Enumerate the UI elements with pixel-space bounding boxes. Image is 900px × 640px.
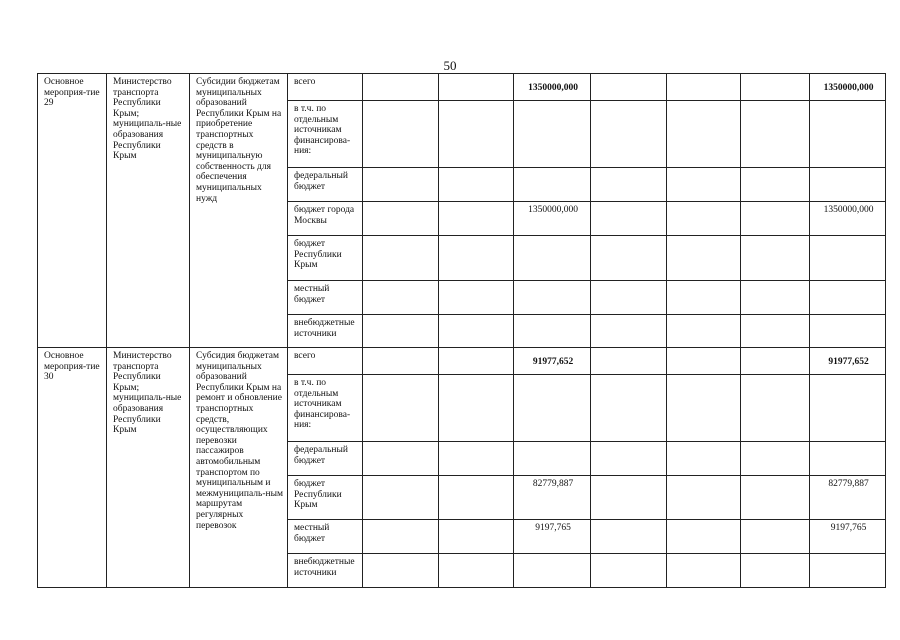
empty-cell (363, 101, 439, 168)
total-cell (810, 236, 886, 281)
empty-cell (741, 554, 810, 588)
empty-cell (591, 168, 667, 202)
total-cell (810, 442, 886, 476)
table-row (38, 74, 886, 101)
empty-cell (439, 74, 514, 101)
funding-source-cell: местный бюджет (288, 281, 363, 315)
amount-cell (514, 442, 591, 476)
empty-cell (439, 442, 514, 476)
empty-cell (363, 315, 439, 348)
empty-cell (667, 476, 741, 520)
empty-cell (439, 554, 514, 588)
amount-cell (514, 236, 591, 281)
empty-cell (363, 476, 439, 520)
event-cell: Основное мероприя-тие 29 (38, 74, 107, 348)
funding-source-cell: внебюджетные источники (288, 554, 363, 588)
empty-cell (741, 74, 810, 101)
total-cell: 82779,887 (810, 476, 886, 520)
amount-cell (514, 101, 591, 168)
empty-cell (591, 520, 667, 554)
empty-cell (591, 315, 667, 348)
amount-cell: 91977,652 (514, 348, 591, 375)
empty-cell (591, 348, 667, 375)
funding-table (37, 73, 886, 588)
empty-cell (439, 202, 514, 236)
empty-cell (363, 168, 439, 202)
empty-cell (667, 202, 741, 236)
empty-cell (741, 236, 810, 281)
empty-cell (439, 101, 514, 168)
amount-cell: 1350000,000 (514, 74, 591, 101)
empty-cell (591, 375, 667, 442)
description-cell: Субсидия бюджетам муниципальных образований Республики Крым на ремонт и обновление транспортных средств, осуществляющих перевозки пассажиров автомобильным транспортом по муниципальным и межмуниципаль-ным маршрутам регулярных перевозок (190, 348, 288, 588)
funding-source-cell: внебюджетные источники (288, 315, 363, 348)
total-cell (810, 375, 886, 442)
funding-source-cell: федеральный бюджет (288, 442, 363, 476)
empty-cell (667, 101, 741, 168)
total-cell (810, 101, 886, 168)
empty-cell (591, 281, 667, 315)
event-cell: Основное мероприя-тие 30 (38, 348, 107, 588)
empty-cell (439, 236, 514, 281)
amount-cell (514, 315, 591, 348)
empty-cell (439, 476, 514, 520)
total-cell (810, 168, 886, 202)
empty-cell (591, 442, 667, 476)
empty-cell (591, 202, 667, 236)
total-cell: 1350000,000 (810, 74, 886, 101)
empty-cell (363, 375, 439, 442)
executor-cell: Министерство транспорта Республики Крым; муниципаль-ные образования Республики Крым (107, 348, 190, 588)
empty-cell (363, 281, 439, 315)
empty-cell (363, 520, 439, 554)
empty-cell (741, 101, 810, 168)
empty-cell (741, 315, 810, 348)
empty-cell (667, 348, 741, 375)
empty-cell (741, 168, 810, 202)
description-cell: Субсидии бюджетам муниципальных образований Республики Крым на приобретение транспортных средств в муниципальную собственность для обеспечения муниципальных нужд (190, 74, 288, 348)
empty-cell (667, 520, 741, 554)
funding-source-cell: бюджет Республики Крым (288, 476, 363, 520)
empty-cell (741, 520, 810, 554)
empty-cell (363, 554, 439, 588)
empty-cell (439, 315, 514, 348)
total-cell: 1350000,000 (810, 202, 886, 236)
empty-cell (363, 236, 439, 281)
page-number: 50 (443, 58, 457, 73)
empty-cell (667, 74, 741, 101)
empty-cell (591, 236, 667, 281)
empty-cell (439, 281, 514, 315)
total-cell (810, 315, 886, 348)
total-cell (810, 554, 886, 588)
empty-cell (741, 442, 810, 476)
empty-cell (439, 375, 514, 442)
empty-cell (591, 101, 667, 168)
empty-cell (363, 348, 439, 375)
empty-cell (667, 236, 741, 281)
amount-cell (514, 168, 591, 202)
funding-source-cell: местный бюджет (288, 520, 363, 554)
table-row (38, 348, 886, 375)
empty-cell (667, 554, 741, 588)
funding-source-cell: в т.ч. по отдельным источникам финансирова-ния: (288, 375, 363, 442)
empty-cell (667, 168, 741, 202)
empty-cell (591, 74, 667, 101)
total-cell: 91977,652 (810, 348, 886, 375)
empty-cell (667, 375, 741, 442)
empty-cell (741, 202, 810, 236)
total-cell (810, 281, 886, 315)
amount-cell (514, 375, 591, 442)
empty-cell (439, 520, 514, 554)
funding-source-cell: федеральный бюджет (288, 168, 363, 202)
empty-cell (363, 442, 439, 476)
empty-cell (591, 554, 667, 588)
empty-cell (439, 348, 514, 375)
funding-source-cell: в т.ч. по отдельным источникам финансирова-ния: (288, 101, 363, 168)
total-cell: 9197,765 (810, 520, 886, 554)
amount-cell (514, 554, 591, 588)
empty-cell (667, 442, 741, 476)
empty-cell (439, 168, 514, 202)
empty-cell (741, 375, 810, 442)
empty-cell (741, 476, 810, 520)
empty-cell (363, 74, 439, 101)
funding-source-cell: бюджет Республики Крым (288, 236, 363, 281)
executor-cell: Министерство транспорта Республики Крым; муниципаль-ные образования Республики Крым (107, 74, 190, 348)
amount-cell: 82779,887 (514, 476, 591, 520)
empty-cell (667, 281, 741, 315)
empty-cell (591, 476, 667, 520)
empty-cell (667, 315, 741, 348)
empty-cell (741, 348, 810, 375)
amount-cell: 9197,765 (514, 520, 591, 554)
amount-cell: 1350000,000 (514, 202, 591, 236)
funding-source-cell: всего (288, 74, 363, 101)
funding-source-cell: бюджет города Москвы (288, 202, 363, 236)
amount-cell (514, 281, 591, 315)
empty-cell (363, 202, 439, 236)
funding-source-cell: всего (288, 348, 363, 375)
empty-cell (741, 281, 810, 315)
